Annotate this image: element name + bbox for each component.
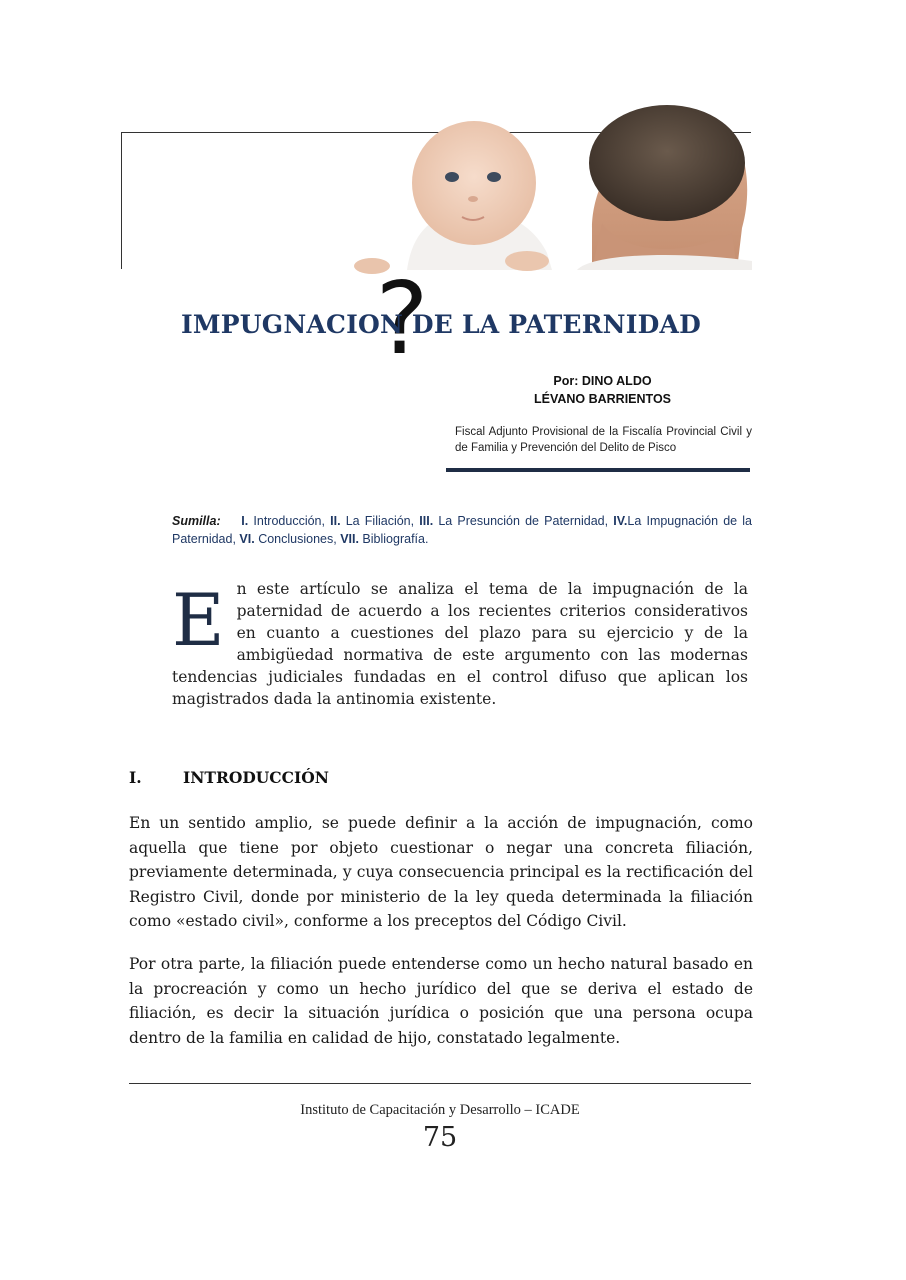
body-paragraph-1: En un sentido amplio, se puede definir a la acción de impugnación, como aquella que tiene por objeto cuestionar o negar una concreta filiación, previamente determinada, y cuya consecuencia principal es la rectificación del Registro Civil, donde por ministerio de la ley queda determinada la filiación como «estado civil», conforme a los preceptos del Código Civil. (129, 814, 753, 930)
article-title: IMPUGNACION DE LA PATERNIDAD (181, 310, 701, 339)
abstract-text: n este artículo se analiza el tema de la impugnación de la paternidad de acuerdo a los recientes criterios considerativos en cuanto a cuestiones del plazo para su ejercicio y de la ambigüedad normativa de este argumento con las modernas tendencias judiciales fundadas en el control difuso que aplican los magistrados dada la antinomia existente. (172, 580, 748, 708)
page-number: 75 (422, 1122, 458, 1153)
abstract-paragraph (172, 578, 748, 710)
summary-item-number: III. (419, 514, 434, 528)
summary-item-text: Conclusiones, (254, 532, 341, 546)
section-heading (129, 768, 749, 787)
author-byline (500, 372, 705, 408)
summary-item-number: IV. (613, 514, 628, 528)
author-line-2: LÉVANO BARRIENTOS (533, 392, 672, 406)
summary-item-text: La Impugnación de la Paternidad, (172, 514, 752, 546)
summary-item-number: I. (241, 514, 249, 528)
question-mark-symbol: ? (375, 260, 429, 377)
section-number: I. (129, 768, 142, 787)
author-affiliation: Fiscal Adjunto Provisional de la Fiscalía Provincial Civil y de Familia y Prevención del Delito de Pisco (455, 426, 752, 454)
baby-photo (122, 133, 752, 270)
summary-item-text: Introducción, (248, 514, 331, 528)
affiliation-divider (446, 468, 750, 472)
summary-item-number: II. (330, 514, 341, 528)
footer-institution: Instituto de Capacitación y Desarrollo – ICADE (300, 1102, 580, 1118)
summary-label: Sumilla (172, 514, 217, 528)
summary-item-text: La Presunción de Paternidad, (433, 514, 614, 528)
summary-item-text: La Filiación, (340, 514, 420, 528)
body-paragraph-2: Por otra parte, la filiación puede entenderse como un hecho natural basado en la procreación y como un hecho jurídico del que se deriva el estado de filiación, es decir la situación jurídica o posición que una persona ocupa dentro de la familia en calidad de hijo, constatado legalmente. (129, 955, 753, 1047)
author-line-1: Por: DINO ALDO (553, 374, 652, 388)
drop-cap: E (172, 578, 225, 662)
summary-item-text: Bibliografía. (358, 532, 429, 546)
footer-divider (129, 1083, 751, 1084)
section-title: INTRODUCCIÓN (183, 768, 329, 787)
summary-item-number: VII. (340, 532, 359, 546)
summary-item-number: VI. (239, 532, 255, 546)
summary-block: Sumilla: I. Introducción, II. La Filiación, III. La Presunción de Paternidad, IV.La Impugnación de la Paternidad, VI. Conclusiones, VII. Bibliografía. (172, 514, 752, 546)
